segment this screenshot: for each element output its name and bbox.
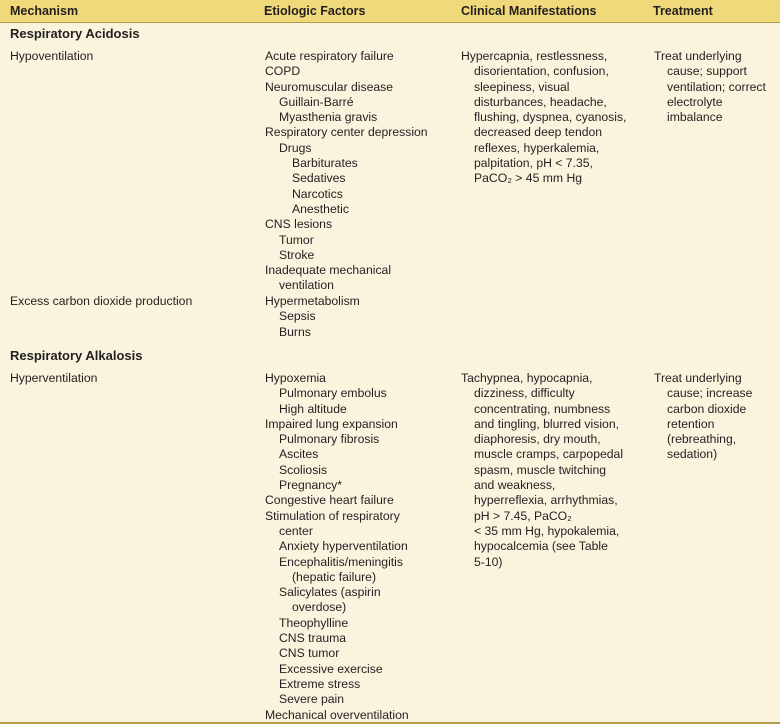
clinical-line: hyperreflexia, arrhythmias, [474, 493, 618, 508]
treatment-line: Treat underlying [654, 371, 742, 385]
clinical-line: PaCO₂ > 45 mm Hg [474, 171, 583, 186]
etiology-item: Acute respiratory failure [265, 49, 394, 63]
etiology-item: Pulmonary embolus [279, 386, 387, 401]
clinical-line: Tachypnea, hypocapnia, [461, 371, 593, 385]
etiology-item: Scoliosis [279, 462, 328, 477]
etiology-list-excess-co2 [265, 294, 360, 340]
treatment-line: electrolyte [667, 94, 723, 109]
clinical-line: sleepiness, visual [474, 79, 570, 94]
clinical-line: palpitation, pH < 7.35, [474, 156, 593, 171]
clinical-line: diaphoresis, dry mouth, [474, 432, 601, 447]
etiology-item: Drugs [279, 140, 312, 155]
etiology-item: overdose) [292, 600, 347, 615]
treatment-line: ventilation; correct [667, 79, 766, 94]
etiology-item: Sedatives [292, 171, 346, 186]
clinical-alkalosis [461, 371, 623, 570]
clinical-line: Hypercapnia, restlessness, [461, 49, 608, 63]
clinical-line: < 35 mm Hg, hypokalemia, [474, 523, 620, 538]
section-title-alkalosis: Respiratory Alkalosis [10, 348, 143, 363]
clinical-line: and tingling, blurred vision, [474, 416, 619, 431]
etiology-item: Anxiety hyperventilation [279, 539, 408, 554]
treatment-line: carbon dioxide [667, 401, 747, 416]
clinical-line: disturbances, headache, [474, 94, 607, 109]
treatment-line: imbalance [667, 110, 723, 125]
treatment-line: sedation) [667, 447, 718, 462]
treatment-alkalosis [654, 371, 752, 463]
mechanism-hyperventilation [10, 371, 97, 386]
clinical-line: 5-10) [474, 554, 503, 569]
mechanism-text: Hyperventilation [10, 371, 98, 385]
etiology-item: Pregnancy* [279, 478, 343, 493]
etiology-item: Ascites [279, 447, 319, 462]
treatment-line: retention [667, 416, 715, 431]
clinical-line: dizziness, difficulty [474, 386, 575, 401]
clinical-line: concentrating, numbness [474, 401, 611, 416]
clinical-line: decreased deep tendon [474, 125, 603, 140]
treatment-acidosis [654, 49, 766, 125]
etiology-item: Sepsis [279, 309, 316, 324]
header-mechanism: Mechanism [10, 4, 79, 18]
etiology-item: COPD [265, 64, 301, 79]
etiology-item: Inadequate mechanical [265, 263, 392, 278]
etiology-item: Theophylline [279, 615, 349, 630]
clinical-line: flushing, dyspnea, cyanosis, [474, 110, 627, 125]
etiology-item: Extreme stress [279, 676, 361, 691]
mechanism-excess-co2 [10, 294, 192, 309]
etiology-item: Barbiturates [292, 156, 358, 171]
etiology-item: CNS tumor [279, 646, 340, 661]
etiology-item: High altitude [279, 401, 347, 416]
mechanism-text: Hypoventilation [10, 49, 94, 63]
clinical-line: muscle cramps, carpopedal [474, 447, 624, 462]
clinical-line: spasm, muscle twitching [474, 462, 607, 477]
section-title-acidosis: Respiratory Acidosis [10, 26, 140, 41]
etiology-item: Guillain-Barré [279, 94, 354, 109]
treatment-line: cause; increase [667, 386, 753, 401]
etiology-item: Neuromuscular disease [265, 79, 394, 94]
clinical-line: disorientation, confusion, [474, 64, 609, 79]
etiology-item: Severe pain [279, 692, 345, 707]
etiology-item: Anesthetic [292, 201, 349, 216]
etiology-item: CNS lesions [265, 217, 333, 232]
treatment-line: (rebreathing, [667, 432, 737, 447]
etiology-item: Respiratory center depression [265, 125, 428, 140]
etiology-item: (hepatic failure) [292, 569, 376, 584]
etiology-item: ventilation [279, 278, 334, 293]
etiology-item: CNS trauma [279, 631, 347, 646]
etiology-item: Myasthenia gravis [279, 110, 378, 125]
etiology-item: Mechanical overventilation [265, 707, 409, 722]
clinical-line: hypocalcemia (see Table [474, 539, 608, 554]
etiology-item: Hypoxemia [265, 371, 326, 385]
table-header-row [0, 0, 780, 23]
clinical-line: reflexes, hyperkalemia, [474, 140, 600, 155]
header-etiologic-factors: Etiologic Factors [264, 4, 366, 18]
etiology-item: center [279, 523, 313, 538]
etiology-item: Impaired lung expansion [265, 416, 398, 431]
etiology-item: Pulmonary fibrosis [279, 432, 380, 447]
etiology-list-hyperventilation [265, 371, 409, 723]
etiology-item: Encephalitis/meningitis [279, 554, 403, 569]
etiology-list-hypoventilation [265, 49, 428, 294]
etiology-item: Stimulation of respiratory [265, 508, 400, 523]
etiology-item: Burns [279, 324, 311, 339]
mechanism-hypoventilation [10, 49, 93, 64]
etiology-item: Congestive heart failure [265, 493, 394, 508]
clinical-acidosis [461, 49, 626, 187]
etiology-item: Stroke [279, 247, 315, 262]
mechanism-text: Excess carbon dioxide production [10, 294, 193, 308]
treatment-line: Treat underlying [654, 49, 742, 63]
etiology-item: Tumor [279, 232, 314, 247]
etiology-item: Hypermetabolism [265, 294, 360, 308]
etiology-item: Narcotics [292, 186, 343, 201]
treatment-line: cause; support [667, 64, 747, 79]
clinical-line: pH > 7.45, PaCO₂ [474, 508, 572, 523]
header-clinical-manifestations: Clinical Manifestations [461, 4, 597, 18]
etiology-item: Excessive exercise [279, 661, 383, 676]
clinical-line: and weakness, [474, 478, 556, 493]
etiology-item: Salicylates (aspirin [279, 585, 381, 600]
header-treatment: Treatment [653, 4, 713, 18]
